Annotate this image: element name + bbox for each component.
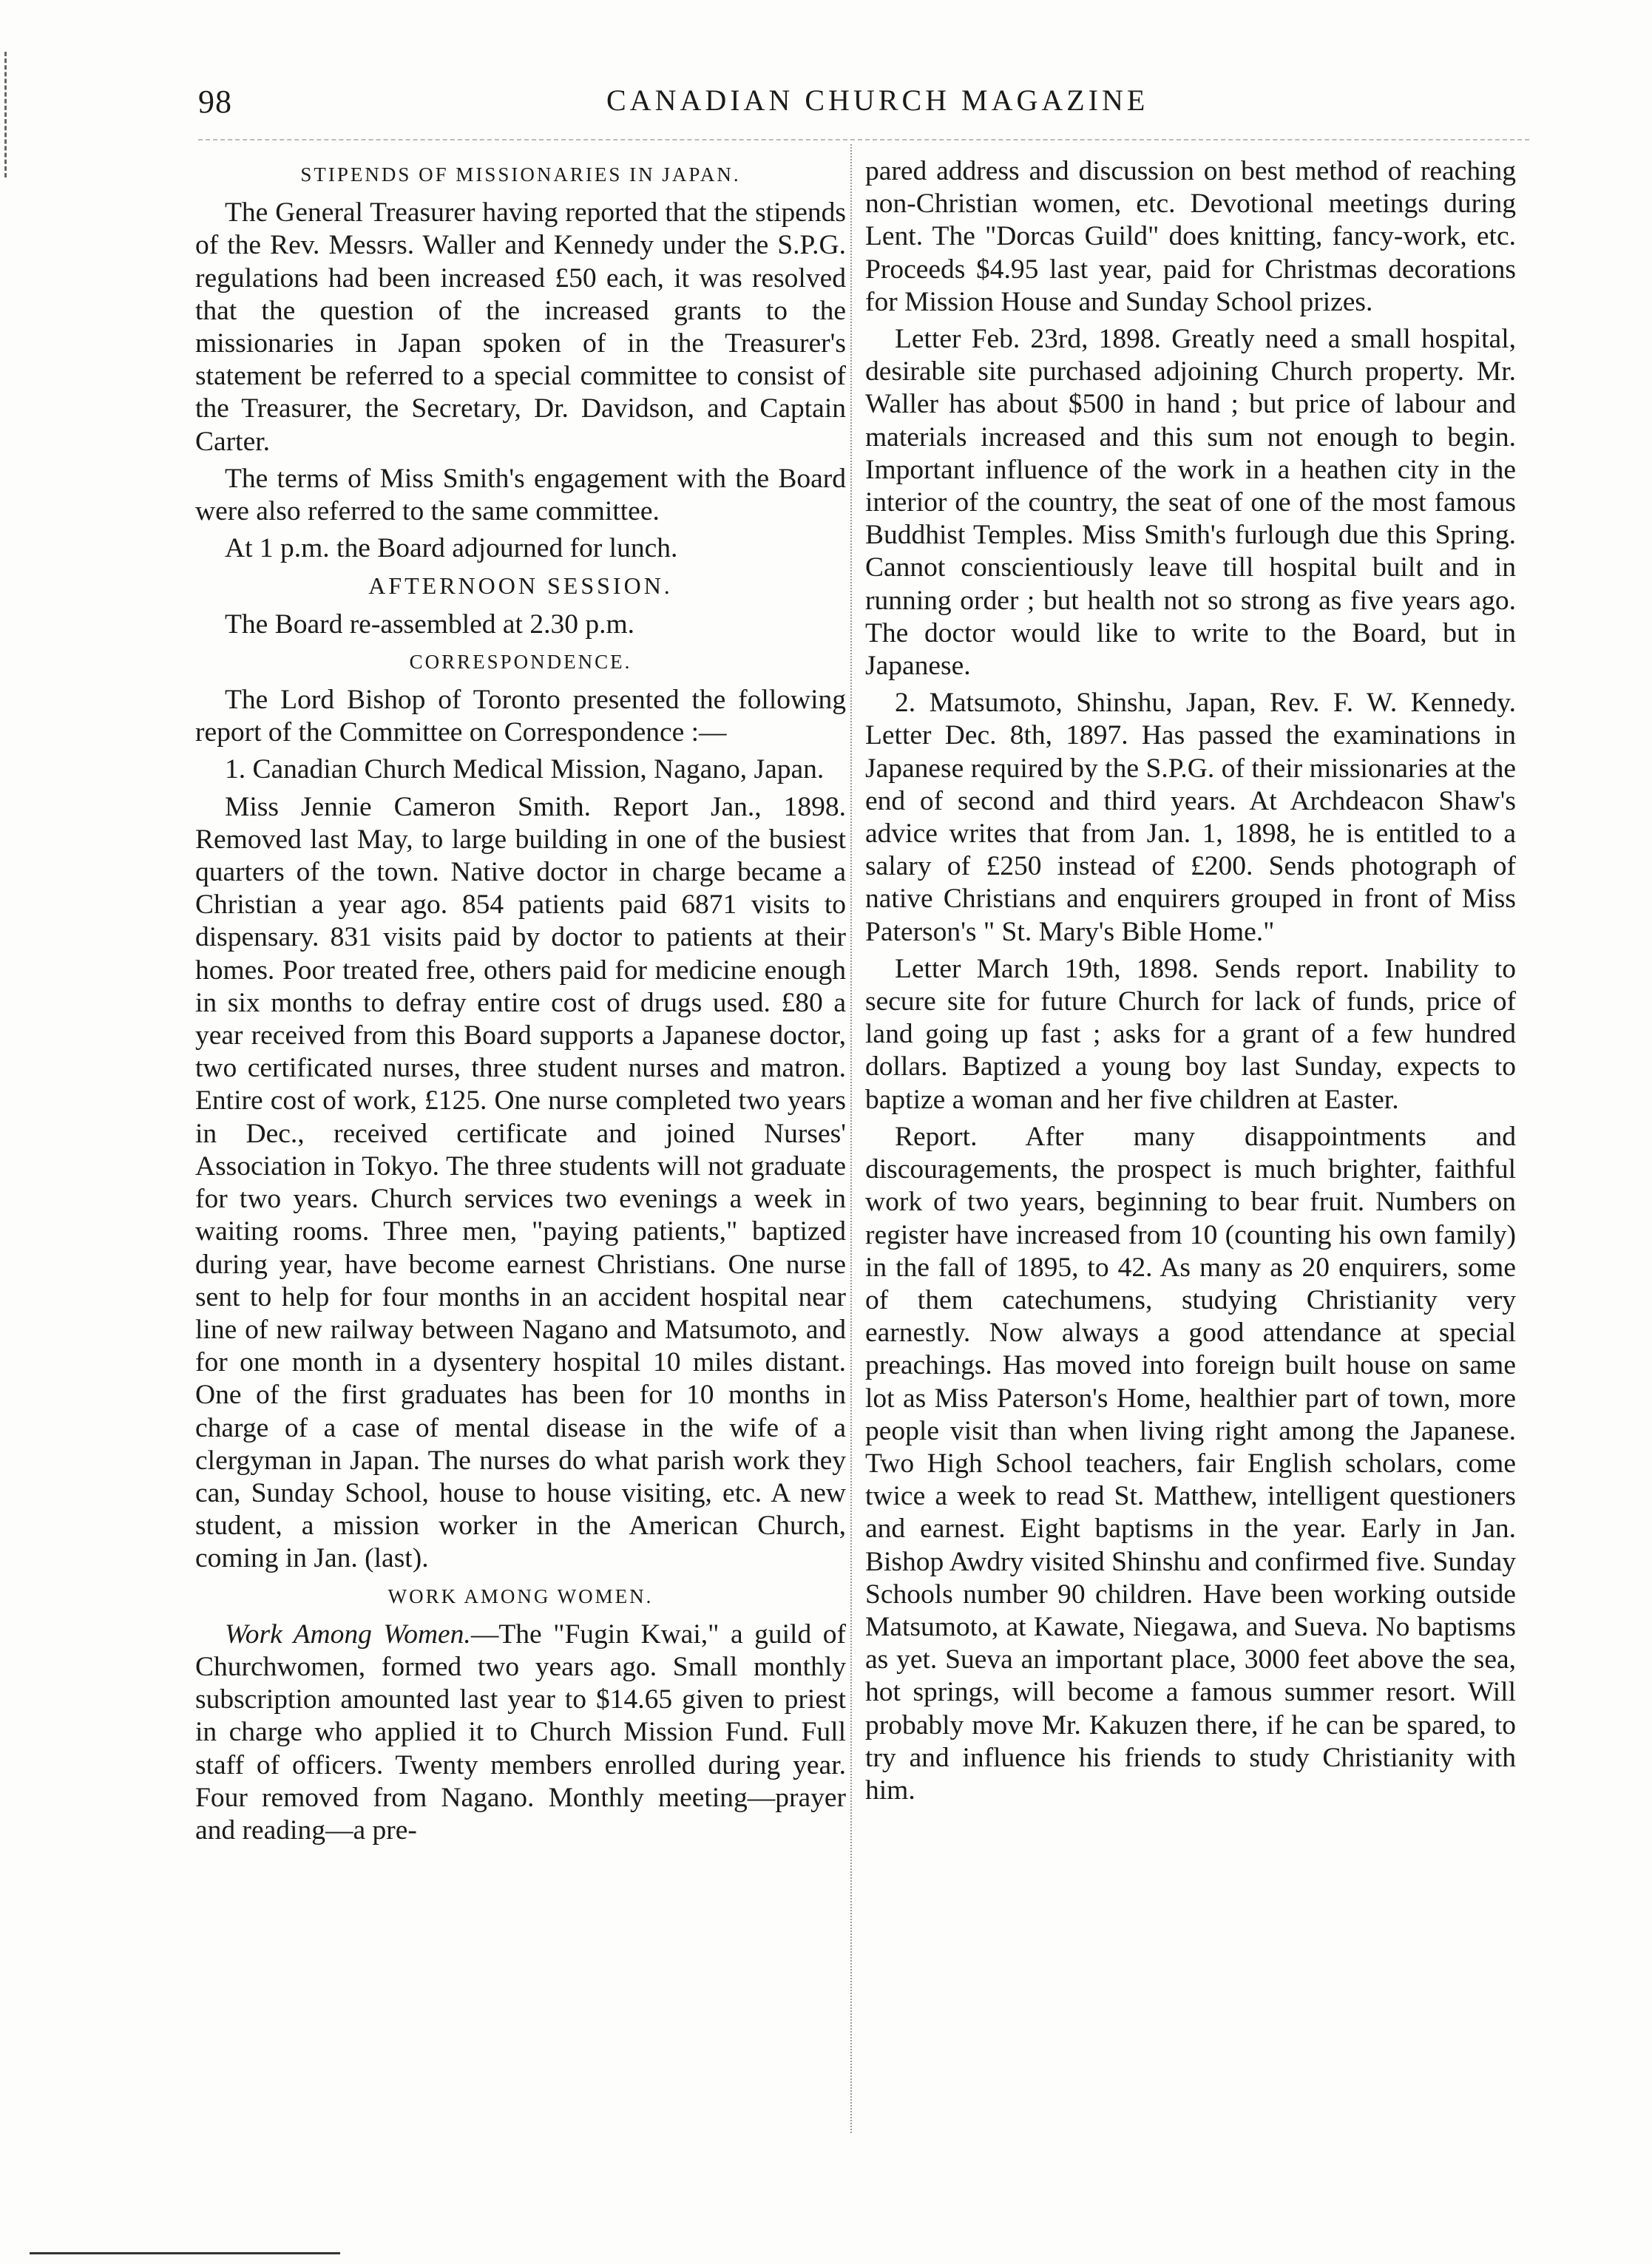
left-column	[195, 155, 846, 1851]
paragraph: Letter March 19th, 1898. Sends report. Inability to secure site for future Church for lack of funds, price of land going up fast ; asks for a grant of a few hundred dollars. Baptized a young boy last Sunday, expects to baptize a woman and her five children at Easter.	[865, 953, 1516, 1115]
paragraph: The Lord Bishop of Toronto presented the following report of the Committee on Correspondence :—	[195, 685, 846, 748]
paragraph: The terms of Miss Smith's engagement with the Board were also referred to the same committee.	[195, 463, 846, 527]
paragraph: 1. Canadian Church Medical Mission, Nagano, Japan.	[225, 754, 825, 785]
header-rule	[198, 139, 1529, 140]
paragraph	[195, 1619, 846, 1847]
right-column	[865, 155, 1516, 1811]
running-head: CANADIAN CHURCH MAGAZINE	[606, 84, 1149, 117]
paragraph-text: —The "Fugin Kwai," a guild of Churchwomen, formed two years ago. Small monthly subscription amounted last year to $14.65 given to priest in charge who applied it to Church Mission Fund. Full staff of officers. Twenty members enrolled during year. Four removed from Nagano. Monthly meeting—prayer and reading—a pre-	[195, 1619, 846, 1846]
section-heading: STIPENDS OF MISSIONARIES IN JAPAN.	[300, 163, 741, 186]
paragraph: The General Treasurer having reported that the stipends of the Rev. Messrs. Waller and Kennedy under the S.P.G. regulations had been increased £50 each, it was resolved that the question of the increased grants to the missionaries in Japan spoken of in the Treasurer's statement be referred to a special committee to consist of the Treasurer, the Secretary, Dr. Davidson, and Captain Carter.	[195, 197, 846, 457]
column-divider	[850, 144, 852, 2133]
section-heading: CORRESPONDENCE.	[409, 650, 632, 673]
section-heading: AFTERNOON SESSION.	[368, 572, 673, 600]
paragraph: Letter Feb. 23rd, 1898. Greatly need a small hospital, desirable site purchased adjoining Church property. Mr. Waller has about $500 in hand ; but price of labour and materials increased and this sum not enough to begin. Important influence of the work in a heathen city in the interior of the country, the seat of one of the most famous Buddhist Temples. Miss Smith's furlough due this Spring. Cannot conscientiously leave till hospital built and in running order ; but health not so strong as five years ago. The doctor would like to write to the Board, but in Japanese.	[865, 324, 1516, 682]
page-number: 98	[198, 84, 232, 120]
paragraph: Report. After many disappointments and discouragements, the prospect is much brighter, faithful work of two years, beginning to bear fruit. Numbers on register have increased from 10 (counting his own family) in the fall of 1895, to 42. As many as 20 enquirers, some of them catechumens, studying Christianity very earnestly. Now always a good attendance at special preachings. Has moved into foreign built house on same lot as Miss Paterson's Home, healthier part of town, more people visit than when living right among the Japanese. Two High School teachers, fair English scholars, come twice a week to read St. Matthew, intelligent questioners and earnest. Eight baptisms in the year. Early in Jan. Bishop Awdry visited Shinshu and confirmed five. Sunday Schools number 90 children. Have been working outside Matsumoto, at Kawate, Niegawa, and Sueva. No baptisms as yet. Sueva an important place, 3000 feet above the sea, hot springs, will become a famous summer resort. Will probably move Mr. Kakuzen there, if he can be spared, to try and influence his friends to study Christianity with him.	[865, 1121, 1516, 1806]
section-heading: WORK AMONG WOMEN.	[387, 1585, 654, 1607]
italic-lead: Work Among Women.	[225, 1619, 471, 1650]
paragraph: 2. Matsumoto, Shinshu, Japan, Rev. F. W. Kennedy. Letter Dec. 8th, 1897. Has passed the examinations in Japanese required by the S.P.G. of their missionaries at the end of second and third years. At Archdeacon Shaw's advice writes that from Jan. 1, 1898, he is entitled to a salary of £250 instead of £200. Sends photograph of native Christians and enquirers grouped in front of Miss Paterson's " St. Mary's Bible Home."	[865, 688, 1516, 947]
footer-rule	[30, 2252, 340, 2254]
paragraph: At 1 p.m. the Board adjourned for lunch.	[225, 533, 678, 564]
scan-edge-marks	[4, 52, 11, 177]
paragraph: The Board re-assembled at 2.30 p.m.	[225, 609, 635, 640]
paragraph: pared address and discussion on best method of reaching non-Christian women, etc. Devotional meetings during Lent. The "Dorcas Guild" does knitting, fancy-work, etc. Proceeds $4.95 last year, paid for Christmas decorations for Mission House and Sunday School prizes.	[865, 156, 1516, 317]
paragraph: Miss Jennie Cameron Smith. Report Jan., 1898. Removed last May, to large building in one of the busiest quarters of the town. Native doctor in charge became a Christian a year ago. 854 patients paid 6871 visits to dispensary. 831 visits paid by doctor to patients at their homes. Poor treated free, others paid for medicine enough in six months to defray entire cost of drugs used. £80 a year received from this Board supports a Japanese doctor, two certificated nurses, three student nurses and matron. Entire cost of work, £125. One nurse completed two years in Dec., received certificate and joined Nurses' Association in Tokyo. The three students will not graduate for two years. Church services two evenings a week in waiting rooms. Three men, "paying patients," baptized during year, have become earnest Christians. One nurse sent to help for four months in an accident hospital near line of new railway between Nagano and Matsumoto, and for one month in a dysentery hospital 10 miles distant. One of the first graduates has been for 10 months in charge of a case of mental disease in the wife of a clergyman in Japan. The nurses do what parish work they can, Sunday School, house to house visiting, etc. A new student, a mission worker in the American Church, coming in Jan. (last).	[195, 791, 846, 1574]
